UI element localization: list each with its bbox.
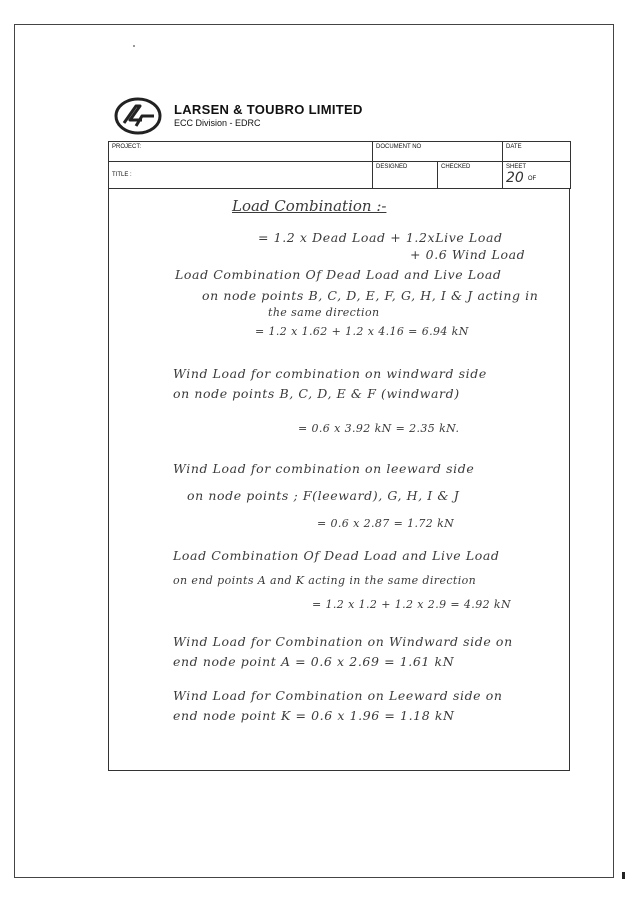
lw-calculation: = 0.6 x 2.87 = 1.72 kN (317, 517, 455, 530)
lc1-line-3: the same direction (268, 306, 380, 319)
ww-line-1: Wind Load for combination on windward side (173, 366, 487, 381)
project-cell (109, 142, 373, 162)
wa-line-2: end node point A = 0.6 x 2.69 = 1.61 kN (173, 654, 455, 669)
lc1-calculation: = 1.2 x 1.62 + 1.2 x 4.16 = 6.94 kN (255, 325, 469, 338)
lt-logo-icon (112, 96, 164, 136)
document-no-label: DOCUMENT NO (376, 144, 422, 150)
formula-line-1: = 1.2 x Dead Load + 1.2xLive Load (258, 230, 503, 245)
company-name: LARSEN & TOUBRO LIMITED (174, 102, 363, 117)
sheet-cell (503, 162, 571, 189)
document-no-cell (373, 142, 503, 162)
title-block (108, 141, 571, 189)
of-label: OF (527, 175, 537, 182)
lw-line-1: Wind Load for combination on leeward side (173, 461, 475, 476)
checked-cell (438, 162, 503, 189)
lc1-line-2: on node points B, C, D, E, F, G, H, I & J acting in (202, 288, 539, 303)
date-cell (503, 142, 571, 162)
sheet-label: SHEET (506, 164, 527, 170)
letterhead (112, 94, 552, 144)
scan-mark (622, 872, 625, 879)
ww-line-2: on node points B, C, D, E & F (windward) (173, 386, 460, 401)
lw-line-2: on node points ; F(leeward), G, H, I & J (187, 488, 460, 503)
sheet-number: 20 (506, 170, 524, 186)
ww-calculation: = 0.6 x 3.92 kN = 2.35 kN. (298, 422, 460, 435)
designed-label: DESIGNED (376, 164, 408, 170)
company-division: ECC Division - EDRC (174, 118, 261, 128)
formula-line-2: + 0.6 Wind Load (410, 247, 526, 262)
date-label: DATE (506, 144, 522, 150)
lc2-line-1: Load Combination Of Dead Load and Live Load (173, 548, 500, 563)
wa-line-1: Wind Load for Combination on Windward side on (173, 634, 513, 649)
project-label: PROJECT: (112, 144, 142, 150)
lc2-line-2: on end points A and K acting in the same direction (173, 574, 477, 587)
wk-line-1: Wind Load for Combination on Leeward side on (173, 688, 503, 703)
checked-label: CHECKED (441, 164, 471, 170)
designed-cell (373, 162, 438, 189)
lc1-line-1: Load Combination Of Dead Load and Live Load (175, 267, 502, 282)
section-heading: Load Combination :- (232, 197, 387, 215)
wk-line-2: end node point K = 0.6 x 1.96 = 1.18 kN (173, 708, 455, 723)
title-cell (109, 162, 373, 189)
lc2-calculation: = 1.2 x 1.2 + 1.2 x 2.9 = 4.92 kN (312, 598, 511, 611)
title-label: TITLE : (112, 172, 132, 178)
scan-speck (133, 45, 135, 47)
